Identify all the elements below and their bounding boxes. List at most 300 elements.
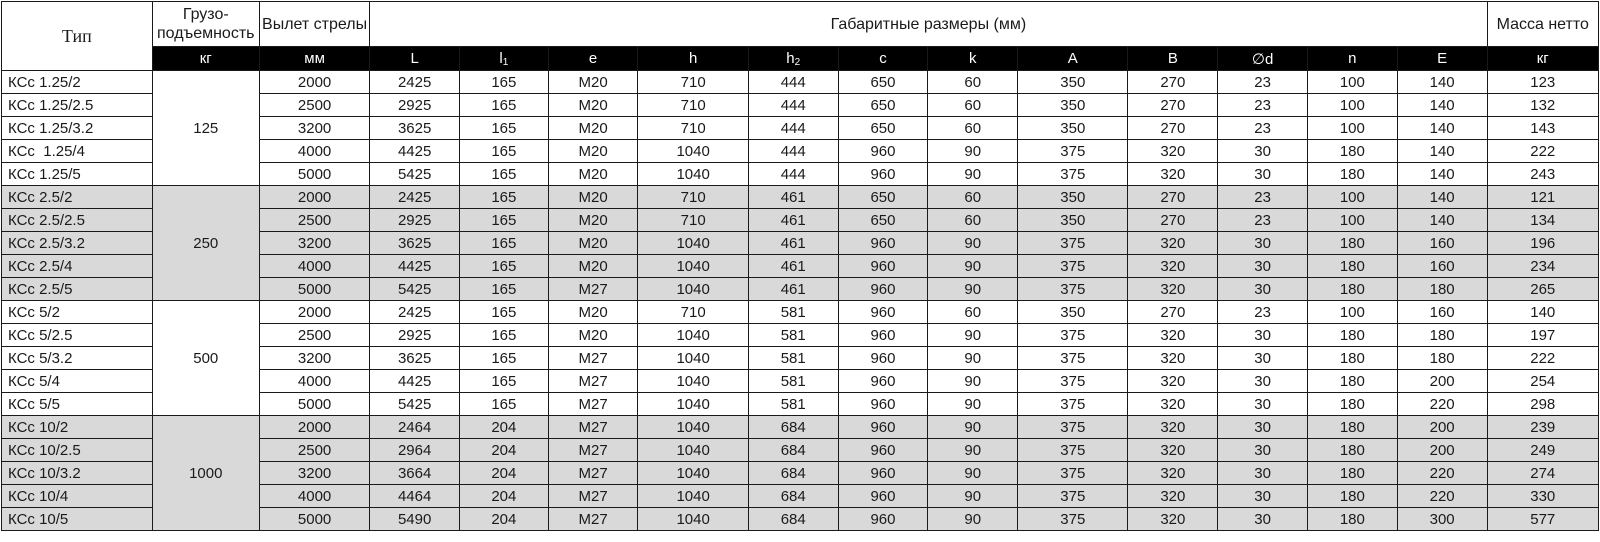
dimension-cell: 165: [460, 255, 549, 278]
dimension-cell: 204: [460, 508, 549, 531]
dimension-cell: 204: [460, 439, 549, 462]
specifications-table: [1, 1, 1599, 531]
mass-cell: 196: [1487, 232, 1598, 255]
capacity-cell: 250: [152, 186, 259, 301]
dimension-cell: 350: [1018, 117, 1128, 140]
dimension-cell: M27: [548, 393, 638, 416]
dimension-column-header: [928, 47, 1018, 71]
dimension-cell: 180: [1307, 462, 1397, 485]
dimension-cell: 165: [460, 370, 549, 393]
dimension-cell: 444: [748, 94, 838, 117]
dimension-cell: 30: [1218, 508, 1308, 531]
dimension-cell: 375: [1018, 163, 1128, 186]
dimension-cell: 1040: [638, 370, 748, 393]
dimension-cell: M27: [548, 347, 638, 370]
dimension-column-subscript: 1: [502, 56, 509, 68]
dimension-cell: 375: [1018, 508, 1128, 531]
mass-cell: 140: [1487, 301, 1598, 324]
dimension-cell: 200: [1397, 370, 1487, 393]
mass-cell: 330: [1487, 485, 1598, 508]
type-cell: КСс 2.5/2: [2, 186, 153, 209]
dimension-cell: 960: [838, 416, 928, 439]
dimension-cell: 204: [460, 416, 549, 439]
type-cell: КСс 5/2: [2, 301, 153, 324]
type-cell: КСс 1.25/3.2: [2, 117, 153, 140]
type-cell: КСс 10/5: [2, 508, 153, 531]
dimension-cell: 350: [1018, 186, 1128, 209]
dimension-cell: 165: [460, 347, 549, 370]
dimension-column-symbol: e: [588, 50, 598, 67]
mass-cell: 274: [1487, 462, 1598, 485]
dimension-cell: 710: [638, 209, 748, 232]
reach-cell: 4000: [259, 140, 369, 163]
dimension-cell: 90: [928, 393, 1018, 416]
capacity-cell: 1000: [152, 416, 259, 531]
mass-cell: 134: [1487, 209, 1598, 232]
dimension-cell: 3625: [370, 347, 460, 370]
dimension-cell: 180: [1307, 255, 1397, 278]
dimension-cell: M20: [548, 163, 638, 186]
dimension-cell: 320: [1128, 508, 1218, 531]
dimension-cell: 650: [838, 117, 928, 140]
dimension-column-header: [370, 47, 460, 71]
header-row-units: [2, 47, 1599, 71]
dimension-cell: 3625: [370, 232, 460, 255]
reach-cell: 4000: [259, 370, 369, 393]
capacity-cell: 500: [152, 301, 259, 416]
dimension-cell: 1040: [638, 439, 748, 462]
dimension-cell: 180: [1307, 140, 1397, 163]
dimension-cell: 220: [1397, 462, 1487, 485]
dimension-cell: M27: [548, 278, 638, 301]
dimension-cell: 165: [460, 232, 549, 255]
dimension-cell: 30: [1218, 255, 1308, 278]
reach-cell: 2000: [259, 186, 369, 209]
capacity-header: Грузо-подъемность: [152, 2, 259, 47]
table-row: [2, 416, 1599, 439]
dimension-cell: 60: [928, 209, 1018, 232]
dimension-cell: 1040: [638, 163, 748, 186]
dimension-cell: 350: [1018, 71, 1128, 94]
dimension-cell: 650: [838, 209, 928, 232]
dimension-cell: 581: [748, 324, 838, 347]
dimension-cell: 461: [748, 209, 838, 232]
dimension-cell: 320: [1128, 255, 1218, 278]
dimension-cell: 1040: [638, 140, 748, 163]
dimension-cell: 180: [1307, 324, 1397, 347]
dimension-cell: 140: [1397, 94, 1487, 117]
dimension-column-header: [460, 47, 549, 71]
dimension-column-header: [638, 47, 748, 71]
dimension-cell: 30: [1218, 324, 1308, 347]
dimension-cell: M27: [548, 370, 638, 393]
dimension-cell: 90: [928, 140, 1018, 163]
dimension-cell: 165: [460, 209, 549, 232]
dimension-cell: 444: [748, 117, 838, 140]
dimension-cell: 300: [1397, 508, 1487, 531]
dimension-cell: 375: [1018, 462, 1128, 485]
dimension-cell: 270: [1128, 209, 1218, 232]
dimension-cell: 23: [1218, 117, 1308, 140]
type-cell: КСс 10/2.5: [2, 439, 153, 462]
dimension-column-symbol: h: [786, 49, 795, 67]
reach-cell: 2500: [259, 324, 369, 347]
dimension-cell: 30: [1218, 393, 1308, 416]
table-body: [2, 71, 1599, 531]
reach-cell: 2500: [259, 439, 369, 462]
dimension-cell: 220: [1397, 485, 1487, 508]
dimension-cell: 375: [1018, 140, 1128, 163]
type-cell: КСс 5/2.5: [2, 324, 153, 347]
mass-cell: 132: [1487, 94, 1598, 117]
dimension-cell: 23: [1218, 71, 1308, 94]
dimension-cell: 320: [1128, 439, 1218, 462]
reach-cell: 2500: [259, 94, 369, 117]
dimension-cell: 270: [1128, 301, 1218, 324]
reach-cell: 5000: [259, 508, 369, 531]
reach-cell: 2500: [259, 209, 369, 232]
dimension-cell: 581: [748, 301, 838, 324]
dimension-cell: M20: [548, 209, 638, 232]
reach-header: Вылет стрелы: [259, 2, 369, 47]
dimension-cell: 180: [1307, 393, 1397, 416]
dimension-cell: 650: [838, 186, 928, 209]
dimension-cell: 581: [748, 393, 838, 416]
dimension-cell: 461: [748, 186, 838, 209]
dimension-cell: M20: [548, 324, 638, 347]
dimension-cell: 4425: [370, 140, 460, 163]
dimension-cell: 350: [1018, 94, 1128, 117]
dimension-cell: 180: [1307, 485, 1397, 508]
dimension-column-subscript: 2: [794, 56, 801, 68]
mass-unit: кг: [1487, 47, 1598, 71]
dimension-cell: 204: [460, 485, 549, 508]
dimension-cell: 165: [460, 324, 549, 347]
reach-cell: 4000: [259, 485, 369, 508]
dimension-cell: 375: [1018, 485, 1128, 508]
dimension-cell: 60: [928, 71, 1018, 94]
dimension-cell: 165: [460, 163, 549, 186]
type-cell: КСс 1.25/5: [2, 163, 153, 186]
dimension-cell: 2425: [370, 301, 460, 324]
mass-cell: 121: [1487, 186, 1598, 209]
dimension-cell: 90: [928, 485, 1018, 508]
dimension-cell: 60: [928, 94, 1018, 117]
capacity-unit: кг: [152, 47, 259, 71]
dimension-cell: 165: [460, 71, 549, 94]
dimension-cell: 1040: [638, 255, 748, 278]
dimension-cell: 100: [1307, 186, 1397, 209]
dimension-cell: 4425: [370, 370, 460, 393]
dimension-cell: 90: [928, 439, 1018, 462]
reach-cell: 3200: [259, 232, 369, 255]
dimension-column-header: [748, 47, 838, 71]
dimension-cell: 960: [838, 140, 928, 163]
dimension-cell: 2425: [370, 186, 460, 209]
dimension-cell: 2464: [370, 416, 460, 439]
dimension-column-header: [838, 47, 928, 71]
dimension-cell: 90: [928, 508, 1018, 531]
dimension-cell: 960: [838, 301, 928, 324]
dimension-cell: 320: [1128, 163, 1218, 186]
dimension-column-symbol: k: [968, 50, 977, 67]
dimension-cell: 180: [1307, 278, 1397, 301]
type-cell: КСс 2.5/3.2: [2, 232, 153, 255]
dimension-cell: 375: [1018, 255, 1128, 278]
dimension-column-symbol: L: [410, 50, 419, 67]
dimension-cell: 320: [1128, 324, 1218, 347]
dimension-cell: 684: [748, 485, 838, 508]
dimension-cell: 461: [748, 278, 838, 301]
mass-cell: 243: [1487, 163, 1598, 186]
reach-cell: 2000: [259, 416, 369, 439]
reach-cell: 3200: [259, 117, 369, 140]
dimension-column-header: [1307, 47, 1397, 71]
dimension-cell: 960: [838, 255, 928, 278]
dimension-cell: M20: [548, 301, 638, 324]
dimension-cell: 90: [928, 324, 1018, 347]
dimension-cell: 461: [748, 232, 838, 255]
reach-cell: 3200: [259, 347, 369, 370]
dimension-cell: M20: [548, 232, 638, 255]
dimension-cell: 165: [460, 94, 549, 117]
dimension-cell: 180: [1307, 508, 1397, 531]
dimension-cell: 160: [1397, 255, 1487, 278]
dimension-cell: 960: [838, 393, 928, 416]
dimension-cell: M27: [548, 416, 638, 439]
dimension-cell: 375: [1018, 416, 1128, 439]
dimension-cell: 1040: [638, 485, 748, 508]
dimension-cell: 270: [1128, 94, 1218, 117]
mass-cell: 298: [1487, 393, 1598, 416]
dimension-cell: 710: [638, 71, 748, 94]
dimension-cell: 960: [838, 232, 928, 255]
dimension-column-header: [1397, 47, 1487, 71]
dimension-cell: 30: [1218, 370, 1308, 393]
dimension-column-header: [1218, 47, 1308, 71]
dimension-cell: 375: [1018, 324, 1128, 347]
dimension-cell: 461: [748, 255, 838, 278]
dimension-cell: 3664: [370, 462, 460, 485]
dimension-cell: 180: [1307, 163, 1397, 186]
mass-cell: 577: [1487, 508, 1598, 531]
type-cell: КСс 10/3.2: [2, 462, 153, 485]
dimension-cell: 444: [748, 71, 838, 94]
dimension-column-symbol: h: [688, 50, 698, 67]
dimension-cell: 1040: [638, 508, 748, 531]
mass-cell: 234: [1487, 255, 1598, 278]
table-row: [2, 186, 1599, 209]
dimension-cell: 140: [1397, 186, 1487, 209]
dimension-cell: 350: [1018, 301, 1128, 324]
reach-cell: 5000: [259, 393, 369, 416]
dimension-cell: 204: [460, 462, 549, 485]
dimension-cell: 320: [1128, 416, 1218, 439]
dimension-cell: 60: [928, 117, 1018, 140]
dimension-column-symbol: c: [879, 50, 887, 67]
dimension-cell: 684: [748, 416, 838, 439]
dimension-cell: 4425: [370, 255, 460, 278]
dimension-column-symbol: ∅d: [1251, 50, 1274, 68]
dimension-cell: 1040: [638, 278, 748, 301]
dimension-cell: 960: [838, 347, 928, 370]
dimension-cell: 23: [1218, 94, 1308, 117]
dimension-cell: M20: [548, 140, 638, 163]
dimension-column-header: [1018, 47, 1128, 71]
mass-cell: 265: [1487, 278, 1598, 301]
mass-cell: 143: [1487, 117, 1598, 140]
capacity-cell: 125: [152, 71, 259, 186]
dimension-cell: 320: [1128, 370, 1218, 393]
dimension-cell: 30: [1218, 416, 1308, 439]
dimension-cell: 90: [928, 462, 1018, 485]
dimension-cell: 960: [838, 370, 928, 393]
dimension-column-symbol: l: [499, 49, 503, 67]
dimension-cell: 710: [638, 186, 748, 209]
dimension-cell: 320: [1128, 347, 1218, 370]
dimension-cell: 140: [1397, 163, 1487, 186]
mass-cell: 123: [1487, 71, 1598, 94]
reach-cell: 3200: [259, 462, 369, 485]
dimension-cell: 165: [460, 301, 549, 324]
reach-cell: 2000: [259, 71, 369, 94]
dimension-cell: 180: [1307, 347, 1397, 370]
dimension-cell: 23: [1218, 186, 1308, 209]
dimension-cell: 684: [748, 439, 838, 462]
dimension-column-symbol: E: [1437, 50, 1448, 67]
reach-cell: 5000: [259, 163, 369, 186]
dimension-cell: M27: [548, 508, 638, 531]
dimensions-header: Габаритные размеры (мм): [370, 2, 1487, 47]
dimension-cell: 30: [1218, 140, 1308, 163]
dimension-cell: 320: [1128, 393, 1218, 416]
dimension-cell: M20: [548, 117, 638, 140]
dimension-cell: M27: [548, 485, 638, 508]
dimension-cell: 30: [1218, 163, 1308, 186]
dimension-cell: 320: [1128, 140, 1218, 163]
dimension-cell: M20: [548, 186, 638, 209]
dimension-cell: 60: [928, 186, 1018, 209]
dimension-cell: 30: [1218, 278, 1308, 301]
reach-cell: 5000: [259, 278, 369, 301]
type-cell: КСс 2.5/5: [2, 278, 153, 301]
dimension-cell: 165: [460, 278, 549, 301]
dimension-cell: 2925: [370, 94, 460, 117]
dimension-column-header: [548, 47, 638, 71]
dimension-cell: 30: [1218, 462, 1308, 485]
dimension-cell: 270: [1128, 71, 1218, 94]
dimension-cell: 5425: [370, 163, 460, 186]
dimension-cell: 100: [1307, 94, 1397, 117]
dimension-cell: 710: [638, 94, 748, 117]
type-cell: КСс 10/4: [2, 485, 153, 508]
dimension-cell: 320: [1128, 462, 1218, 485]
dimension-cell: 90: [928, 163, 1018, 186]
dimension-cell: 220: [1397, 393, 1487, 416]
dimension-cell: 23: [1218, 301, 1308, 324]
type-cell: КСс 2.5/2.5: [2, 209, 153, 232]
dimension-cell: 23: [1218, 209, 1308, 232]
dimension-cell: 60: [928, 301, 1018, 324]
type-cell: КСс 1.25/2: [2, 71, 153, 94]
dimension-cell: 581: [748, 347, 838, 370]
dimension-cell: 3625: [370, 117, 460, 140]
dimension-cell: 375: [1018, 370, 1128, 393]
dimension-cell: 1040: [638, 393, 748, 416]
dimension-cell: 581: [748, 370, 838, 393]
dimension-cell: 350: [1018, 209, 1128, 232]
dimension-cell: 1040: [638, 324, 748, 347]
type-header: Тип: [2, 2, 153, 71]
dimension-cell: 200: [1397, 416, 1487, 439]
dimension-column-symbol: A: [1067, 50, 1078, 67]
dimension-cell: 2925: [370, 324, 460, 347]
dimension-cell: 30: [1218, 347, 1308, 370]
dimension-cell: 180: [1307, 416, 1397, 439]
dimension-cell: 100: [1307, 301, 1397, 324]
dimension-cell: 165: [460, 393, 549, 416]
dimension-cell: 270: [1128, 186, 1218, 209]
dimension-cell: M20: [548, 94, 638, 117]
dimension-cell: 200: [1397, 439, 1487, 462]
dimension-cell: 320: [1128, 278, 1218, 301]
dimension-cell: 960: [838, 278, 928, 301]
dimension-cell: 90: [928, 347, 1018, 370]
dimension-cell: 960: [838, 163, 928, 186]
dimension-cell: 100: [1307, 209, 1397, 232]
dimension-cell: 270: [1128, 117, 1218, 140]
dimension-cell: M27: [548, 462, 638, 485]
type-cell: КСс 1.25/2.5: [2, 94, 153, 117]
dimension-cell: M20: [548, 255, 638, 278]
dimension-column-header: [1128, 47, 1218, 71]
dimension-cell: 5490: [370, 508, 460, 531]
dimension-cell: 2425: [370, 71, 460, 94]
dimension-cell: 375: [1018, 232, 1128, 255]
dimension-cell: 1040: [638, 347, 748, 370]
table-row: [2, 301, 1599, 324]
dimension-cell: 180: [1397, 324, 1487, 347]
dimension-cell: 30: [1218, 439, 1308, 462]
dimension-cell: 2925: [370, 209, 460, 232]
type-cell: КСс 5/5: [2, 393, 153, 416]
reach-cell: 2000: [259, 301, 369, 324]
dimension-cell: 5425: [370, 393, 460, 416]
dimension-cell: 960: [838, 439, 928, 462]
dimension-cell: 140: [1397, 140, 1487, 163]
dimension-cell: 30: [1218, 485, 1308, 508]
table-row: [2, 71, 1599, 94]
dimension-cell: 180: [1307, 232, 1397, 255]
dimension-cell: 140: [1397, 117, 1487, 140]
mass-header: Масса нетто: [1487, 2, 1598, 47]
dimension-cell: 710: [638, 301, 748, 324]
dimension-cell: 375: [1018, 393, 1128, 416]
dimension-cell: 90: [928, 278, 1018, 301]
dimension-cell: 650: [838, 94, 928, 117]
dimension-cell: 1040: [638, 232, 748, 255]
dimension-cell: 30: [1218, 232, 1308, 255]
mass-cell: 249: [1487, 439, 1598, 462]
dimension-cell: 180: [1397, 278, 1487, 301]
dimension-cell: 180: [1307, 370, 1397, 393]
dimension-cell: 960: [838, 485, 928, 508]
type-cell: КСс 2.5/4: [2, 255, 153, 278]
dimension-cell: 320: [1128, 232, 1218, 255]
dimension-cell: 650: [838, 71, 928, 94]
dimension-cell: 2964: [370, 439, 460, 462]
mass-cell: 197: [1487, 324, 1598, 347]
